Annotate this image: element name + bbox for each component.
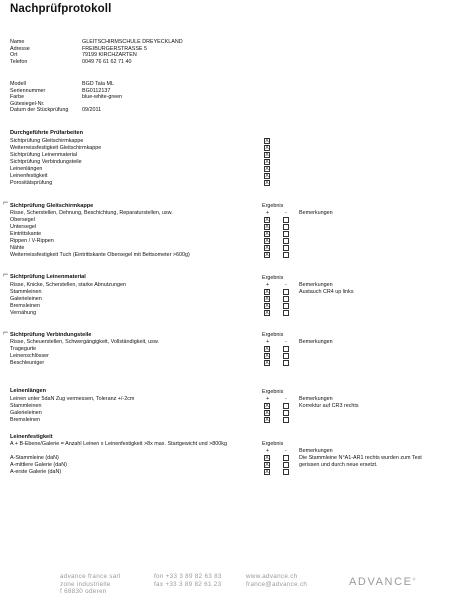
check-item: Stammleinen xyxy=(10,403,42,409)
section-heading-verbindungsteile: Sichtprüfung Verbindungsteile xyxy=(10,332,92,338)
pass-checkbox[interactable]: X xyxy=(265,159,269,166)
fail-checkbox[interactable] xyxy=(283,231,289,237)
info-value: BG0112137 xyxy=(82,87,111,94)
pass-checkbox[interactable]: X xyxy=(265,403,269,410)
pass-checkbox[interactable]: X xyxy=(265,245,269,252)
hook-mark: ⌐ xyxy=(3,269,9,279)
pass-checkbox[interactable]: X xyxy=(265,252,269,259)
section-heading-leinenlaengen: Leinenlängen xyxy=(10,388,47,394)
plus-label: + xyxy=(266,282,270,288)
pass-checkbox[interactable]: X xyxy=(265,310,269,317)
pass-checkbox[interactable]: X xyxy=(265,346,269,353)
check-item: Galerieleinen xyxy=(10,410,42,416)
info-value: 79199 KIRCHZARTEN xyxy=(82,52,137,59)
pass-checkbox[interactable]: X xyxy=(265,353,269,360)
section-heading-leinenfestigkeit: Leinenfestigkeit xyxy=(10,434,53,440)
advance-logo: ADVANCE® xyxy=(349,576,416,588)
footer-web: www.advance.ch france@advance.ch xyxy=(246,573,308,588)
check-item: Sichtprüfung Gleitschirmkappe xyxy=(10,138,84,144)
fail-checkbox[interactable] xyxy=(283,417,289,423)
pass-checkbox[interactable]: X xyxy=(265,462,269,469)
fail-checkbox[interactable] xyxy=(283,469,289,475)
info-value: FREIBURGERSTRASSE 5 xyxy=(82,45,148,52)
check-item: Weiterreissfestigkeit Tuch (Eintrittskante Obersegel mit Bettsometer >600g) xyxy=(10,252,190,258)
check-item: Eintrittskante xyxy=(10,231,42,237)
pass-checkbox[interactable]: X xyxy=(265,360,269,367)
section-heading-leinenmaterial: Sichtprüfung Leinenmaterial xyxy=(10,274,86,280)
check-item: Sichtprüfung Leinenmaterial xyxy=(10,152,78,158)
plus-label: + xyxy=(266,339,270,345)
remark: gerissen und durch neue ersetzt. xyxy=(299,462,378,468)
pass-checkbox[interactable]: X xyxy=(265,303,269,310)
info-label: Modell xyxy=(10,81,26,87)
info-value: 09/2011 xyxy=(82,107,102,114)
check-item: Weiterreissfestigkeit Gleitschirmkappe xyxy=(10,145,102,151)
pass-checkbox[interactable]: X xyxy=(265,224,269,231)
leinenmaterial-description: Risse, Knicke, Scherstellen, starke Abnutzungen xyxy=(10,282,126,288)
info-label: Telefon xyxy=(10,58,28,65)
fail-checkbox[interactable] xyxy=(283,303,289,309)
footer-phone: fon +33 3 89 82 63 83 fax +33 3 89 82 61 23 xyxy=(154,573,222,588)
info-label: Gütesiegel-Nr. xyxy=(10,100,45,107)
fail-checkbox[interactable] xyxy=(283,410,289,416)
fail-checkbox[interactable] xyxy=(283,455,289,461)
check-item: A-Stammleine (daN) xyxy=(10,455,59,461)
fail-checkbox[interactable] xyxy=(283,346,289,352)
pass-checkbox[interactable]: X xyxy=(265,289,269,296)
info-value: 0049 76 61 62 71 40 xyxy=(82,58,132,65)
page-title: Nachprüfprotokoll xyxy=(10,3,112,15)
pass-checkbox[interactable]: X xyxy=(265,417,269,424)
check-item: Sichtprüfung Verbindungsteile xyxy=(10,159,82,165)
check-item: Galerieleinen xyxy=(10,296,42,302)
info-label: Adresse xyxy=(10,45,30,52)
check-item: Rippen / V-Rippen xyxy=(10,238,54,244)
fail-checkbox[interactable] xyxy=(283,403,289,409)
check-item: Bremsleinen xyxy=(10,303,40,309)
check-item: A-mittlere Galerie (daN) xyxy=(10,462,67,468)
check-item: Nähte xyxy=(10,245,25,251)
verbindungsteile-description: Risse, Scheuerstellen, Schwergängigkeit, Vollständigkeit, usw. xyxy=(10,339,159,345)
bemerkungen-label: Bemerkungen xyxy=(299,396,333,402)
check-item: Stammleinen xyxy=(10,289,42,295)
fail-checkbox[interactable] xyxy=(283,310,289,316)
ergebnis-label: Ergebnis xyxy=(262,275,284,281)
check-item: A-erste Galerie (daN) xyxy=(10,469,62,475)
info-value: GLEITSCHIRMSCHULE DREYECKLAND xyxy=(82,39,183,45)
ergebnis-label: Ergebnis xyxy=(262,441,284,447)
fail-checkbox[interactable] xyxy=(283,245,289,251)
fail-checkbox[interactable] xyxy=(283,252,289,258)
pass-checkbox[interactable]: X xyxy=(265,173,269,180)
minus-label: - xyxy=(285,282,287,288)
info-value: blue-white-green xyxy=(82,94,123,101)
hook-mark: ⌐ xyxy=(3,197,9,207)
check-item: Tragegurte xyxy=(10,346,37,352)
info-label: Seriennummer xyxy=(10,87,46,94)
footer-address: advance france sarl zone industrielle f 68830 oderen xyxy=(60,573,121,596)
plus-label: + xyxy=(266,210,270,216)
remark: Die Stammleine N°A1-AR1 rechts wurden zum Test xyxy=(299,455,422,461)
minus-label: - xyxy=(285,448,287,454)
fail-checkbox[interactable] xyxy=(283,353,289,359)
bemerkungen-label: Bemerkungen xyxy=(299,282,333,288)
plus-label: + xyxy=(266,396,270,402)
minus-label: - xyxy=(285,210,287,216)
bemerkungen-label: Bemerkungen xyxy=(299,448,333,454)
check-item: Leinenfestigkeit xyxy=(10,173,48,179)
check-item: Untersegel xyxy=(10,224,37,230)
plus-label: + xyxy=(266,448,270,454)
pass-checkbox[interactable]: X xyxy=(265,469,269,476)
info-label: Farbe xyxy=(10,94,25,101)
check-item: Obersegel xyxy=(10,217,35,223)
pass-checkbox[interactable]: X xyxy=(265,166,269,173)
pass-checkbox[interactable]: X xyxy=(265,455,269,462)
pass-checkbox[interactable]: X xyxy=(265,180,269,187)
bemerkungen-label: Bemerkungen xyxy=(299,339,333,345)
section-heading-kappe: Sichtprüfung Gleitschirmkappe xyxy=(10,203,94,209)
fail-checkbox[interactable] xyxy=(283,224,289,230)
fail-checkbox[interactable] xyxy=(283,462,289,468)
pass-checkbox[interactable]: X xyxy=(265,231,269,238)
fail-checkbox[interactable] xyxy=(283,360,289,366)
remark: Austauch CR4 up links xyxy=(299,289,354,295)
check-item: Bremsleinen xyxy=(10,417,40,423)
leinenlaengen-description: Leinen unter 5daN Zug vermessen, Toleranz +/-2cm xyxy=(10,396,135,402)
fail-checkbox[interactable] xyxy=(283,289,289,295)
pass-checkbox[interactable]: X xyxy=(265,152,269,159)
check-item: Beschleuniger xyxy=(10,360,45,366)
info-label: Ort xyxy=(10,52,18,59)
kappe-description: Risse, Scherstellen, Dehnung, Beschichtung, Reparaturstellen, usw. xyxy=(10,210,173,216)
pass-checkbox[interactable]: X xyxy=(265,138,269,145)
info-value: BGD Tala ML xyxy=(82,81,114,87)
check-item: Porositätsprüfung xyxy=(10,180,53,186)
minus-label: - xyxy=(285,396,287,402)
check-item: Leinenschlösser xyxy=(10,353,49,359)
pass-checkbox[interactable]: X xyxy=(265,410,269,417)
pass-checkbox[interactable]: X xyxy=(265,296,269,303)
minus-label: - xyxy=(285,339,287,345)
ergebnis-label: Ergebnis xyxy=(262,203,284,209)
pass-checkbox[interactable]: X xyxy=(265,238,269,245)
fail-checkbox[interactable] xyxy=(283,238,289,244)
info-label: Name xyxy=(10,39,25,45)
hook-mark: ⌐ xyxy=(3,327,9,337)
ergebnis-label: Ergebnis xyxy=(262,332,284,338)
pass-checkbox[interactable]: X xyxy=(265,217,269,224)
check-item: Vernähung xyxy=(10,310,37,316)
info-label: Datum der Stückprüfung xyxy=(10,107,69,114)
fail-checkbox[interactable] xyxy=(283,217,289,223)
remark: Korrektur auf CR3 rechts xyxy=(299,403,359,409)
fail-checkbox[interactable] xyxy=(283,296,289,302)
section-heading-pruefarbeiten: Durchgeführte Prüfarbeiten xyxy=(10,130,84,136)
pass-checkbox[interactable]: X xyxy=(265,145,269,152)
check-item: Leinenlängen xyxy=(10,166,43,172)
leinenfestigkeit-description: A + B-Ebene/Galerie = Anzahl Leinen x Leinenfestigkeit >8x max. Startgewicht und >800kg xyxy=(10,441,227,447)
ergebnis-label: Ergebnis xyxy=(262,389,284,395)
bemerkungen-label: Bemerkungen xyxy=(299,210,333,216)
